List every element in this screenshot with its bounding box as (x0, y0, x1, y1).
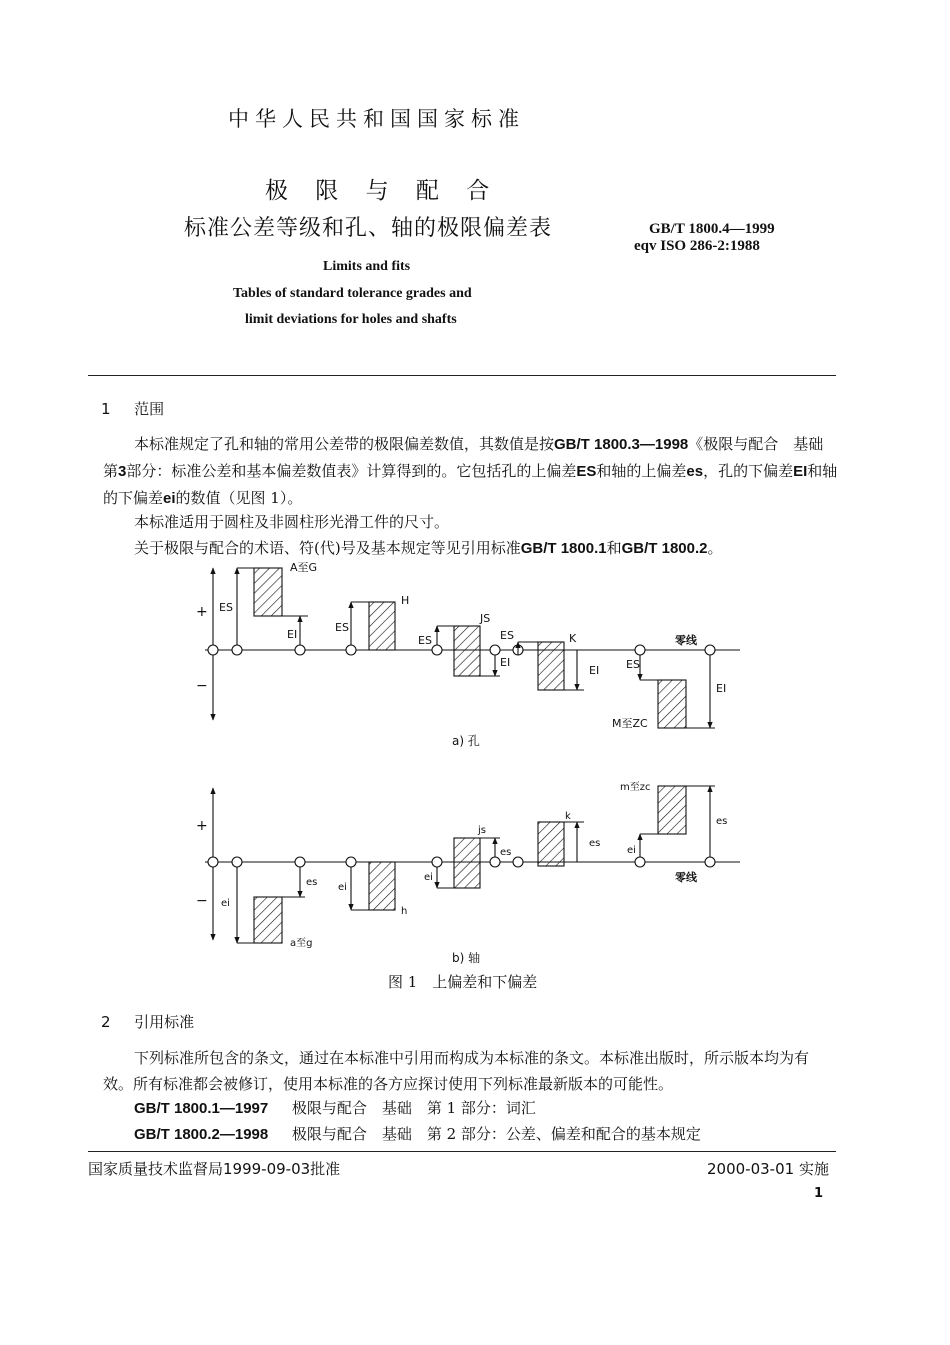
label-ei-mtozc: ei (627, 845, 636, 856)
p3-text-2: 和 (606, 539, 622, 557)
header-divider (88, 375, 836, 376)
label-EI-JS: EI (500, 656, 511, 669)
p1-text-7: 的数值（见图 1）。 (175, 489, 303, 507)
p1-symbol-EI: EI (793, 463, 808, 480)
figure-a-holes (205, 568, 740, 728)
p1-symbol-es: es (686, 463, 704, 480)
section2-heading (101, 1011, 194, 1032)
p3-ref-gb1800-2: GB/T 1800.2 (621, 540, 708, 557)
figure-b-shafts (205, 786, 740, 943)
label-m-to-zc: m至zc (620, 782, 651, 793)
standard-code: GB/T 1800.4—1999 (649, 221, 775, 237)
label-ES-MtoZC: ES (626, 658, 640, 671)
title-cn-line2: 标准公差等级和孔、轴的极限偏差表 (184, 216, 553, 241)
label-EI-MtoZC: EI (716, 682, 727, 695)
caption-b: b) 轴 (452, 951, 481, 965)
section1-paragraph-1 (103, 431, 838, 512)
sign-minus-b: − (196, 893, 208, 909)
label-k: k (565, 811, 571, 822)
reference-1 (134, 1097, 536, 1118)
footer-divider (88, 1151, 836, 1152)
p3-text-3: 。 (707, 539, 723, 557)
zone-h (369, 862, 395, 910)
p1-text-3: 部分：标准公差和基本偏差数值表》计算得到的。它包括孔的上偏差 (126, 462, 577, 480)
label-ei-atog: ei (221, 898, 230, 909)
label-es-mtozc: es (716, 816, 728, 827)
zone-m-to-zc (658, 786, 686, 834)
zone-js (454, 838, 480, 888)
effective-date: 2000-03-01 实施 (707, 1160, 829, 1178)
sign-plus-b: + (196, 818, 208, 834)
p1-symbol-ES: ES (576, 463, 597, 480)
label-ei-js: ei (424, 872, 433, 883)
caption-a: a) 孔 (452, 734, 480, 748)
label-zero-a: 零线 (675, 634, 697, 647)
label-zero-b: 零线 (675, 871, 697, 884)
title-en-line2: Tables of standard tolerance grades and (233, 286, 472, 301)
reference-2-title: 极限与配合 基础 第 2 部分：公差、偏差和配合的基本规定 (291, 1125, 701, 1143)
p3-text-1: 关于极限与配合的术语、符(代)号及基本规定等见引用标准 (134, 539, 521, 557)
section1-heading (101, 398, 164, 419)
label-EI-AtoG: EI (287, 628, 298, 641)
section1-paragraph-2: 本标准适用于圆柱及非圆柱形光滑工件的尺寸。 (134, 513, 450, 531)
approval-info: 国家质量技术监督局1999-09-03批准 (88, 1160, 341, 1178)
label-ei-h: ei (338, 882, 347, 893)
p1-symbol-ei: ei (163, 490, 176, 507)
zone-H (369, 602, 395, 650)
label-ES-JS: ES (418, 634, 432, 647)
standard-eqv: eqv ISO 286-2:1988 (634, 238, 760, 254)
p1-ref-gb1800-3: GB/T 1800.3—1998 (554, 436, 689, 453)
p3-ref-gb1800-1: GB/T 1800.1 (520, 540, 607, 557)
zone-A-to-G (254, 568, 282, 616)
reference-1-code: GB/T 1800.1—1997 (134, 1100, 269, 1117)
figure-1-caption: 图 1 上偏差和下偏差 (388, 973, 538, 991)
section2-number: 2 (101, 1013, 111, 1031)
section2-paragraph-1: 下列标准所包含的条文，通过在本标准中引用而构成为本标准的条文。本标准出版时，所示版本均为有效。所有标准都会被修订，使用本标准的各方应探讨使用下列标准最新版本的可能性。 (103, 1049, 810, 1093)
label-a-to-g: a至g (290, 938, 313, 949)
title-en-line3: limit deviations for holes and shafts (245, 312, 457, 327)
label-K: K (569, 632, 577, 645)
label-ES-K: ES (500, 629, 514, 642)
reference-1-title: 极限与配合 基础 第 1 部分：词汇 (291, 1099, 536, 1117)
reference-2 (134, 1123, 701, 1144)
section1-paragraph-3 (103, 535, 838, 562)
label-es-k: es (589, 838, 601, 849)
zone-K (538, 642, 564, 690)
section1-title: 范围 (134, 400, 165, 418)
label-H: H (401, 594, 410, 607)
p1-text-2: 《极限与配合 基础 第 (103, 435, 839, 480)
figure-1-diagram (0, 560, 950, 980)
p1-text-5: ，孔的下偏差 (703, 462, 794, 480)
sign-minus-a: − (196, 678, 208, 694)
label-es-js: es (500, 847, 512, 858)
zone-M-to-ZC (658, 680, 686, 728)
zone-k (538, 822, 564, 866)
p1-text-4: 和轴的上偏差 (596, 462, 687, 480)
label-ES-AtoG: ES (219, 601, 233, 614)
national-standard-title: 中华人民共和国国家标准 (228, 107, 525, 131)
section1-number: 1 (101, 400, 111, 418)
section2-title: 引用标准 (134, 1013, 195, 1031)
p1-text-6: 和轴的下偏差 (103, 462, 838, 507)
label-A-to-G: A至G (290, 561, 318, 574)
label-es-atog: es (306, 877, 318, 888)
zone-a-to-g (254, 897, 282, 943)
label-M-to-ZC: M至ZC (612, 717, 648, 730)
label-EI-K: EI (589, 664, 600, 677)
label-ES-H: ES (335, 621, 349, 634)
reference-2-code: GB/T 1800.2—1998 (134, 1126, 269, 1143)
title-cn-line1: 极 限 与 配 合 (265, 178, 500, 204)
sign-plus-a: + (196, 604, 208, 620)
title-en-line1: Limits and fits (323, 259, 411, 274)
page-number: 1 (814, 1186, 824, 1201)
p1-part-number: 3 (118, 463, 127, 480)
label-JS: JS (480, 612, 491, 625)
p1-text-1: 本标准规定了孔和轴的常用公差带的极限偏差数值，其数值是按 (134, 435, 555, 453)
zone-JS (454, 626, 480, 676)
label-h: h (401, 906, 408, 917)
label-js: js (478, 825, 486, 836)
